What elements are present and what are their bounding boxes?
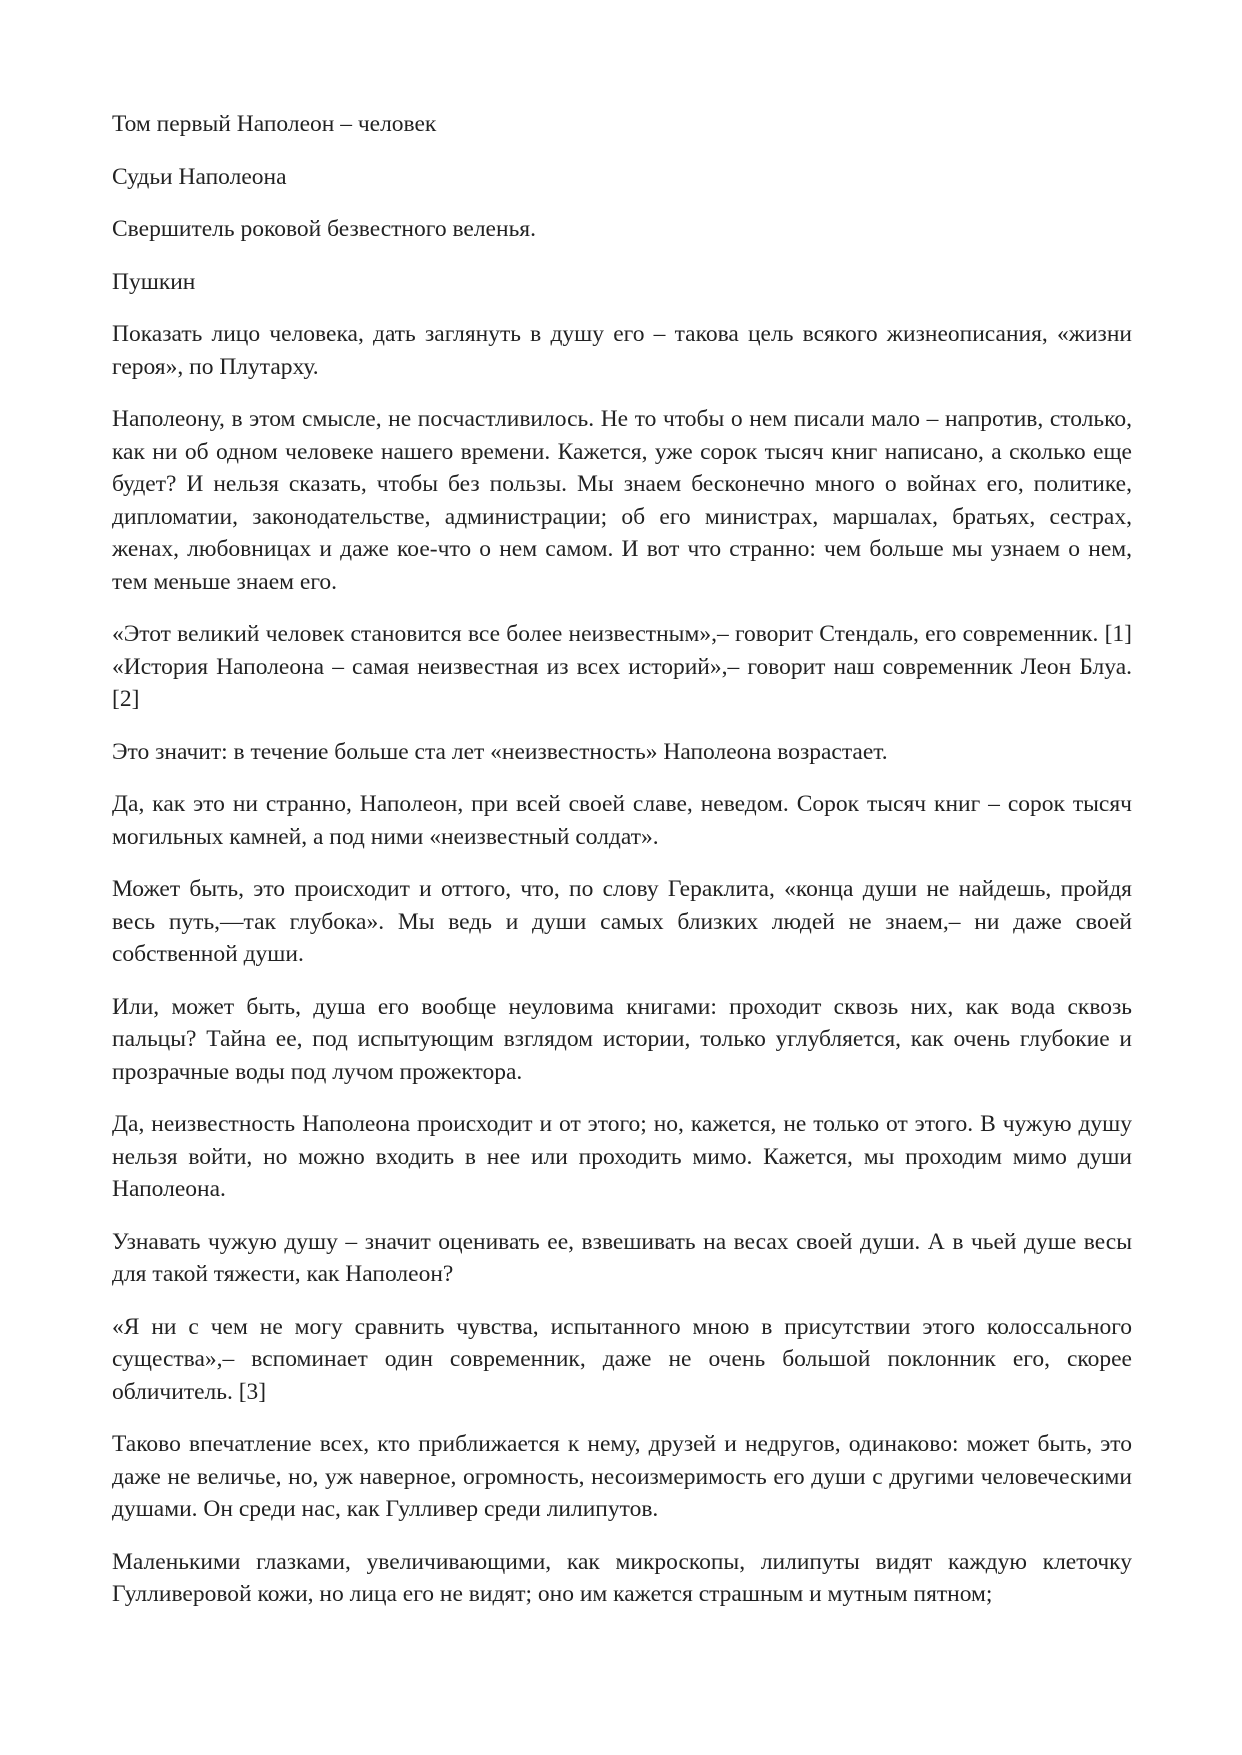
- paragraph: Да, как это ни странно, Наполеон, при всей своей славе, неведом. Сорок тысяч книг – сорок тысяч могильных камней, а под ними «неизвестный солдат».: [112, 791, 1132, 850]
- paragraph: Это значит: в течение больше ста лет «неизвестность» Наполеона возрастает.: [112, 738, 888, 765]
- paragraph: Маленькими глазками, увеличивающими, как микроскопы, лилипуты видят каждую клеточку Гулливеровой кожи, но лица его не видят; оно им кажется страшным и мутным пятном;: [112, 1548, 1132, 1607]
- paragraph: Таково впечатление всех, кто приближается к нему, друзей и недругов, одинаково: может быть, это даже не величье, но, уж наверное, огромность, несоизмеримость его души с другими человеческими душами. Он среди нас, как Гулливер среди лилипутов.: [112, 1431, 1132, 1522]
- paragraph: «Этот великий человек становится все более неизвестным»,– говорит Стендаль, его современник. [1] «История Наполеона – самая неизвестная из всех историй»,– говорит наш современник Леон Блуа. [2]: [112, 621, 1132, 712]
- epigraph-author: Пушкин: [112, 268, 196, 295]
- chapter-title: Судьи Наполеона: [112, 163, 287, 190]
- paragraph: Да, неизвестность Наполеона происходит и от этого; но, кажется, не только от этого. В чужую душу нельзя войти, но можно входить в нее или проходить мимо. Кажется, мы проходим мимо души Наполеона.: [112, 1111, 1132, 1202]
- paragraph: Узнавать чужую душу – значит оценивать ее, взвешивать на весах своей души. А в чьей душе весы для такой тяжести, как Наполеон?: [112, 1228, 1132, 1287]
- epigraph: Свершитель роковой безвестного веленья.: [112, 216, 536, 242]
- paragraph: Может быть, это происходит и оттого, что, по слову Гераклита, «конца души не найдешь, пройдя весь путь,—так глубока». Мы ведь и души самых близких людей не знаем,– ни даже своей собственной души.: [112, 876, 1132, 967]
- document-body: [112, 108, 1132, 1611]
- paragraph: Показать лицо человека, дать заглянуть в душу его – такова цель всякого жизнеописания, «жизни героя», по Плутарху.: [112, 321, 1132, 380]
- paragraph: «Я ни с чем не могу сравнить чувства, испытанного мною в присутствии этого колоссального существа»,– вспоминает один современник, даже не очень большой поклонник его, скорее обличитель. [3]: [112, 1313, 1132, 1405]
- volume-title: Том первый Наполеон – человек: [112, 111, 437, 137]
- paragraph: Наполеону, в этом смысле, не посчастливилось. Не то чтобы о нем писали мало – напротив, столько, как ни об одном человеке нашего времени. Кажется, уже сорок тысяч книг написано, а сколько еще будет? И нельзя сказать, чтобы без пользы. Мы знаем бесконечно много о войнах его, политике, дипломатии, законодательстве, администрации; об его министрах, маршалах, братьях, сестрах, женах, любовницах и даже кое-что о нем самом. И вот что странно: чем больше мы узнаем о нем, тем меньше знаем его.: [112, 406, 1132, 595]
- paragraph: Или, может быть, душа его вообще неуловима книгами: проходит сквозь них, как вода сквозь пальцы? Тайна ее, под испытующим взглядом истории, только углубляется, как очень глубокие и прозрачные воды под лучом прожектора.: [112, 993, 1132, 1085]
